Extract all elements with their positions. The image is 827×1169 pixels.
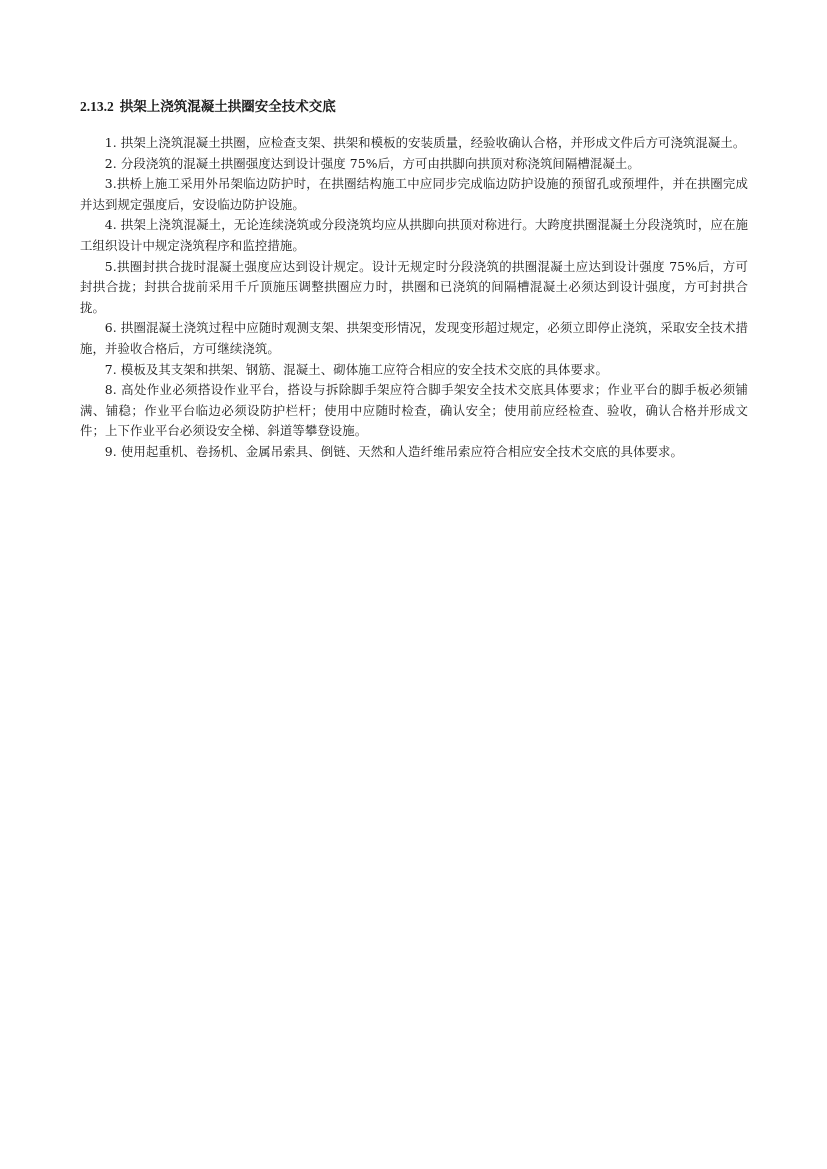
- section-heading: [80, 98, 748, 116]
- section-title: 拱架上浇筑混凝土拱圈安全技术交底: [119, 99, 336, 115]
- paragraph-4: 4. 拱架上浇筑混凝土，无论连续浇筑或分段浇筑均应从拱脚向拱顶对称进行。大跨度拱圈混凝土分段浇筑时，应在施工组织设计中规定浇筑程序和监控措施。: [80, 217, 748, 253]
- section-number: 2.13.2: [80, 99, 114, 114]
- paragraph-8: 8. 高处作业必须搭设作业平台，搭设与拆除脚手架应符合脚手架安全技术交底具体要求；作业平台的脚手板必须铺满、铺稳；作业平台临边必须设防护栏杆；使用中应随时检查，确认安全；使用前应经检查、验收，确认合格并形成文件；上下作业平台必须设安全梯、斜道等攀登设施。: [80, 382, 748, 439]
- paragraph-7: 7. 模板及其支架和拱架、钢筋、混凝土、砌体施工应符合相应的安全技术交底的具体要求。: [104, 361, 608, 377]
- paragraph-2: 2. 分段浇筑的混凝土拱圈强度达到设计强度 75%后，方可由拱脚向拱顶对称浇筑间隔槽混凝土。: [104, 155, 640, 171]
- paragraph-5: 5.拱圈封拱合拢时混凝土强度应达到设计规定。设计无规定时分段浇筑的拱圈混凝土应达到设计强度 75%后，方可封拱合拢；封拱合拢前采用千斤顶施压调整拱圈应力时，拱圈和已浇筑的间隔槽混凝土必须达到设计强度，方可封拱合拢。: [80, 258, 748, 315]
- document-body: [80, 98, 748, 463]
- paragraph-1: 1. 拱架上浇筑混凝土拱圈，应检查支架、拱架和模板的安装质量，经验收确认合格，并形成文件后方可浇筑混凝土。: [104, 135, 746, 150]
- paragraph-9: 9. 使用起重机、卷扬机、金属吊索具、倒链、天然和人造纤维吊索应符合相应安全技术交底的具体要求。: [104, 443, 683, 459]
- paragraph-6: 6. 拱圈混凝土浇筑过程中应随时观测支架、拱架变形情况，发现变形超过规定，必须立即停止浇筑，采取安全技术措施，并验收合格后，方可继续浇筑。: [80, 320, 748, 356]
- paragraph-3: 3.拱桥上施工采用外吊架临边防护时，在拱圈结构施工中应同步完成临边防护设施的预留孔或预埋件，并在拱圈完成并达到规定强度后，安设临边防护设施。: [80, 176, 748, 212]
